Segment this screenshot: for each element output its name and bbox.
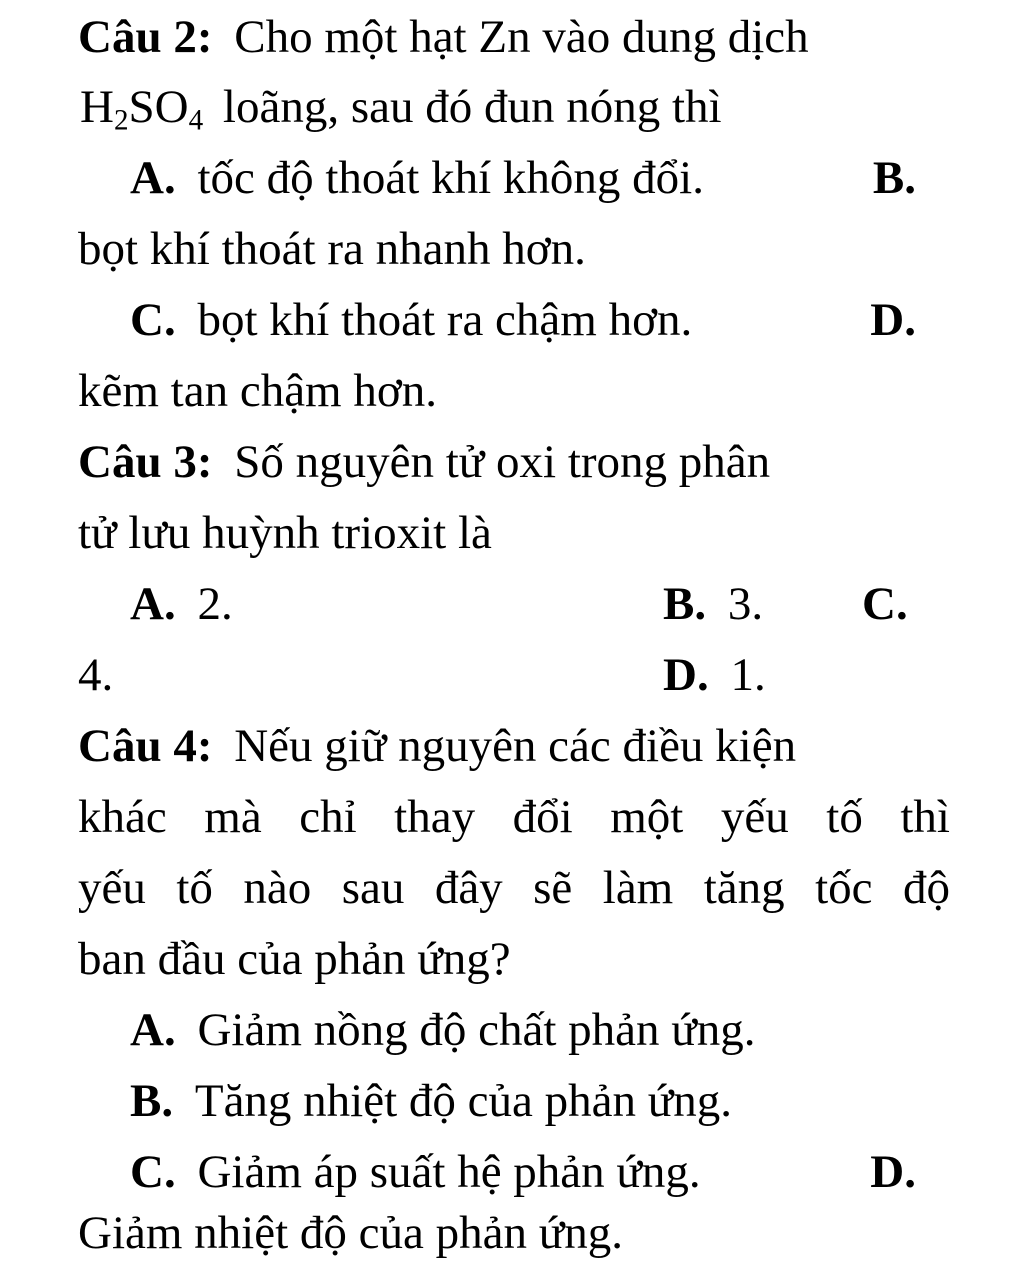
- q4-option-d-text[interactable]: Giảm nhiệt độ của phản ứng.: [78, 1207, 623, 1259]
- q2-option-b-text[interactable]: bọt khí thoát ra nhanh hơn.: [78, 223, 586, 275]
- q3-option-c-label: C.: [862, 578, 908, 630]
- q3-option-a[interactable]: [130, 578, 233, 630]
- q4-stem-line4: [78, 933, 511, 985]
- q2-option-b-label[interactable]: B.: [872, 152, 916, 204]
- q4-label: Câu 4:: [78, 720, 213, 772]
- q3-stem-line1: [78, 436, 771, 488]
- q2-stem-line2: [80, 81, 722, 137]
- formula-h: H: [80, 81, 114, 133]
- formula-sub-4: 4: [188, 104, 204, 137]
- q3-option-c-text[interactable]: 4.: [78, 649, 114, 701]
- q4-stem-line3: yếu tố nào sau đây sẽ làm tăng tốc độ: [78, 862, 950, 914]
- q2-option-a-label: A.: [130, 152, 176, 204]
- q2-option-a[interactable]: [130, 152, 704, 204]
- q2-option-c-line: [130, 294, 916, 346]
- q3-option-b[interactable]: [663, 578, 764, 630]
- q4-option-b-label: B.: [130, 1075, 174, 1127]
- q3-stem-line2: [78, 507, 492, 559]
- q3-option-a-label: A.: [130, 578, 176, 630]
- q2-option-b-text-line: [78, 223, 586, 275]
- q4-option-a-text: Giảm nồng độ chất phản ứng.: [197, 1004, 756, 1056]
- q4-stem-line2: khác mà chỉ thay đổi một yếu tố thì: [78, 791, 950, 843]
- q4-option-c-text: Giảm áp suất hệ phản ứng.: [197, 1146, 701, 1198]
- q4-option-a-label: A.: [130, 1004, 176, 1056]
- q4-option-b-text: Tăng nhiệt độ của phản ứng.: [194, 1075, 732, 1127]
- q2-label: Câu 2:: [78, 11, 213, 63]
- formula-sub-2: 2: [113, 104, 129, 137]
- q2-option-a-text: tốc độ thoát khí không đổi.: [197, 152, 704, 204]
- q4-stem-text1: Nếu giữ nguyên các điều kiện: [234, 720, 797, 772]
- q4-option-c-line: [130, 1146, 916, 1198]
- formula-so: SO: [128, 81, 189, 133]
- q2-option-c-text: bọt khí thoát ra chậm hơn.: [197, 294, 693, 346]
- q3-option-b-text: 3.: [727, 578, 764, 630]
- q4-option-c[interactable]: [130, 1146, 701, 1198]
- q2-option-c[interactable]: [130, 294, 693, 346]
- q3-option-c[interactable]: [862, 578, 908, 630]
- q3-option-d-text: 1.: [730, 649, 766, 701]
- q4-option-a[interactable]: [130, 1004, 756, 1056]
- q4-option-b[interactable]: [130, 1075, 732, 1127]
- q3-label: Câu 3:: [78, 436, 213, 488]
- q2-stem-line1: [78, 11, 809, 63]
- q3-option-b-label: B.: [663, 578, 707, 630]
- q2-option-d-text-line: [78, 365, 437, 417]
- q4-stem-text4: ban đầu của phản ứng?: [78, 933, 511, 985]
- q3-option-c-text-line: [78, 649, 114, 701]
- q3-stem-text2: tử lưu huỳnh trioxit là: [78, 507, 492, 559]
- q2-stem-text2: loãng, sau đó đun nóng thì: [222, 81, 722, 133]
- q2-option-a-line: [130, 152, 916, 204]
- q4-option-d-label[interactable]: D.: [870, 1146, 916, 1198]
- q3-option-d-label: D.: [663, 649, 709, 701]
- q3-stem-text1: Số nguyên tử oxi trong phân: [234, 436, 771, 488]
- q4-option-d-text-line: [78, 1207, 623, 1259]
- q4-option-c-label: C.: [130, 1146, 176, 1198]
- q2-stem-text1: Cho một hạt Zn vào dung dịch: [234, 11, 809, 63]
- q3-option-a-text: 2.: [197, 578, 233, 630]
- q4-stem-line1: [78, 720, 797, 772]
- q2-option-c-label: C.: [130, 294, 176, 346]
- q2-option-d-text[interactable]: kẽm tan chậm hơn.: [78, 365, 437, 417]
- q3-option-d[interactable]: [663, 649, 766, 701]
- q2-option-d-label[interactable]: D.: [870, 294, 916, 346]
